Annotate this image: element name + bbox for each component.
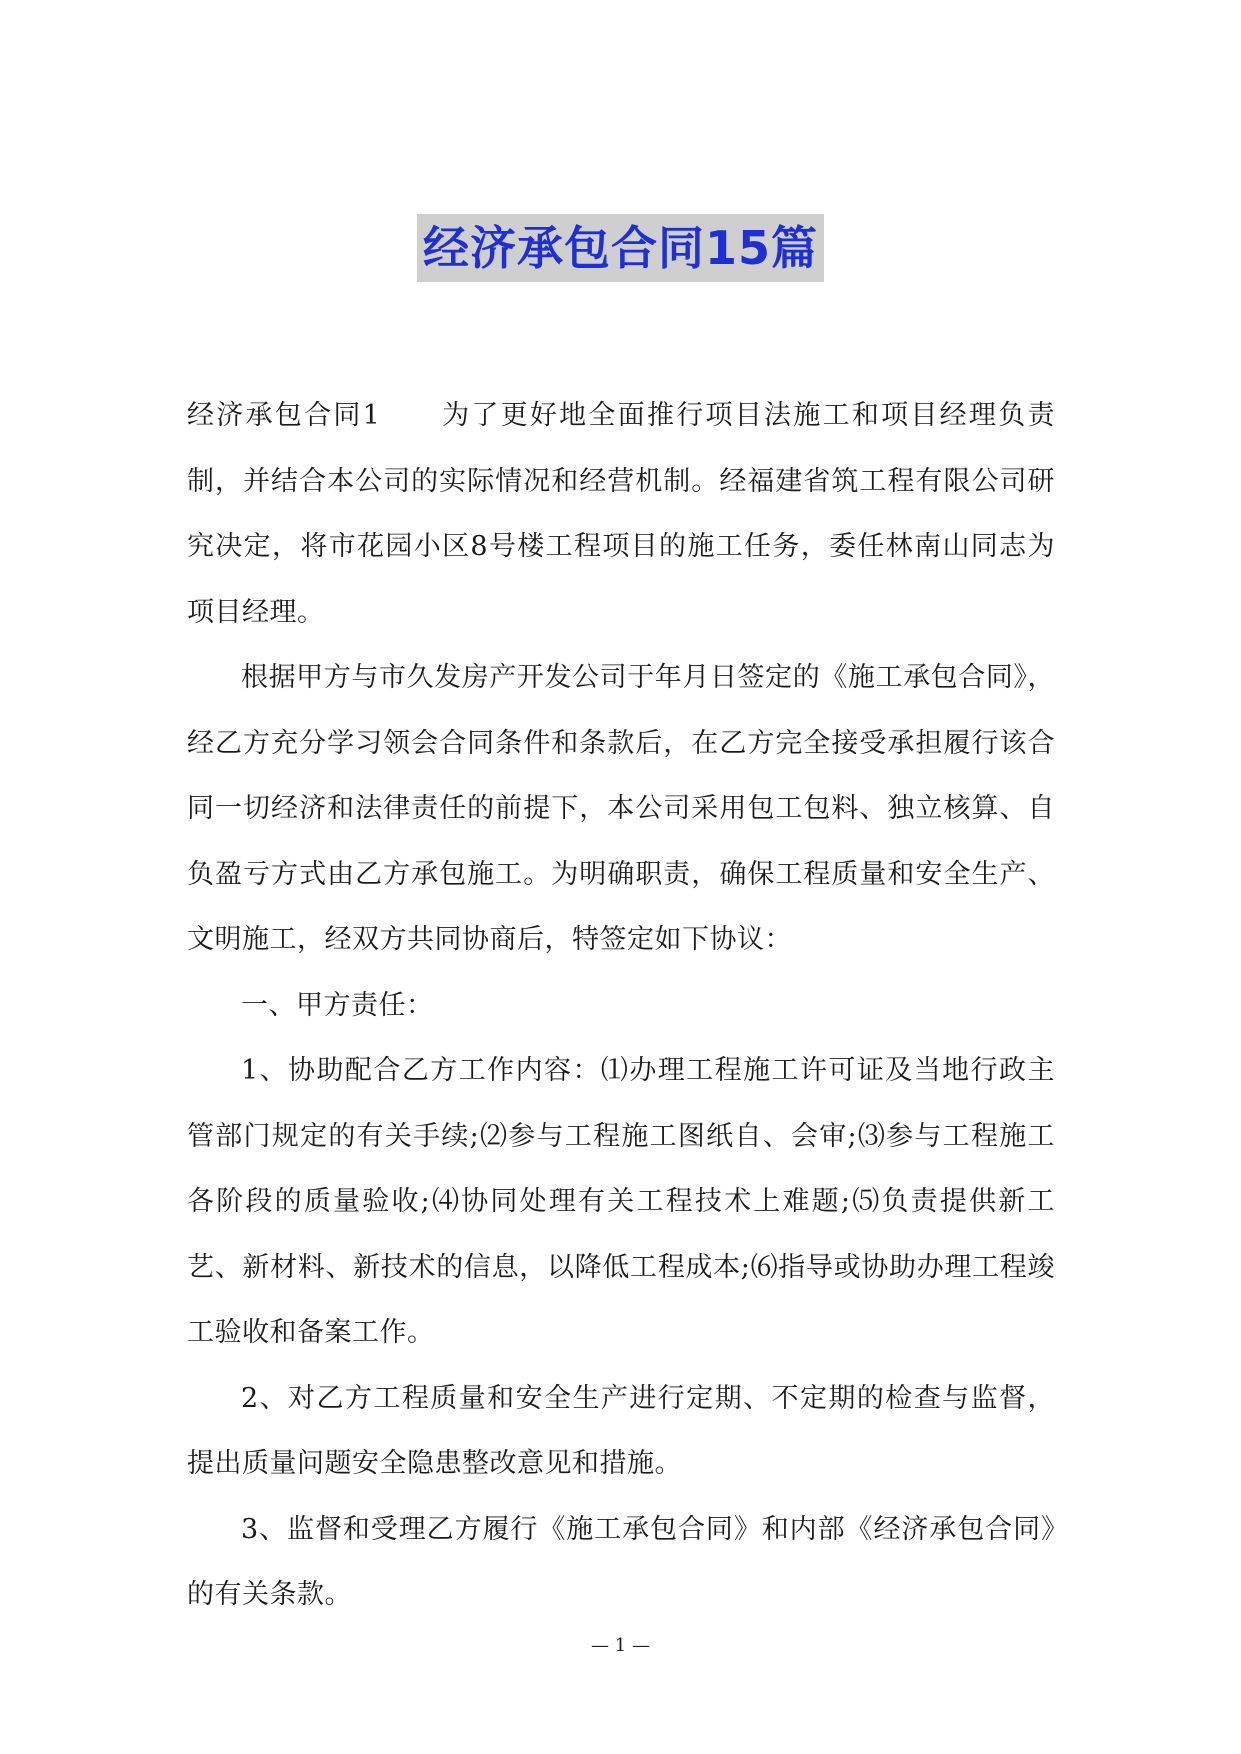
paragraph-1 [187, 383, 1055, 645]
clause-1: 1、协助配合乙方工作内容：⑴办理工程施工许可证及当地行政主管部门规定的有关手续;⑵参与工程施工图纸自、会审;⑶参与工程施工各阶段的质量验收;⑷协同处理有关工程技术上难题;⑸负责提供新工艺、新材料、新技术的信息，以降低工程成本;⑹指导或协助办理工程竣工验收和备案工作。 [187, 1055, 1055, 1348]
clause-3: 3、监督和受理乙方履行《施工承包合同》和内部《经济承包合同》的有关条款。 [187, 1513, 1055, 1610]
document-body [187, 383, 1055, 1628]
clause-2: 2、对乙方工程质量和安全生产进行定期、不定期的检查与监督，提出质量问题安全隐患整改意见和措施。 [187, 1382, 1055, 1479]
document-title: 经济承包合同15篇 [417, 214, 824, 282]
page-number: — 1 — [591, 1635, 650, 1656]
paragraph-text: 为了更好地全面推行项目法施工和项目经理负责制，并结合本公司的实际情况和经营机制。经福建省筑工程有限公司研究决定，将市花园小区8号楼工程项目的施工任务，委任林南山同志为项目经理。 [187, 400, 1055, 628]
section-heading-party-a: 一、甲方责任： [241, 989, 434, 1021]
contract-heading: 经济承包合同1 [187, 400, 381, 431]
paragraph-2: 根据甲方与市久发房产开发公司于年月日签定的《施工承包合同》，经乙方充分学习领会合同条件和条款后，在乙方完全接受承担履行该合同一切经济和法律责任的前提下，本公司采用包工包料、独立核算、自负盈亏方式由乙方承包施工。为明确职责，确保工程质量和安全生产、文明施工，经双方共同协商后，特签定如下协议： [187, 662, 1055, 955]
title-container [0, 214, 1241, 282]
